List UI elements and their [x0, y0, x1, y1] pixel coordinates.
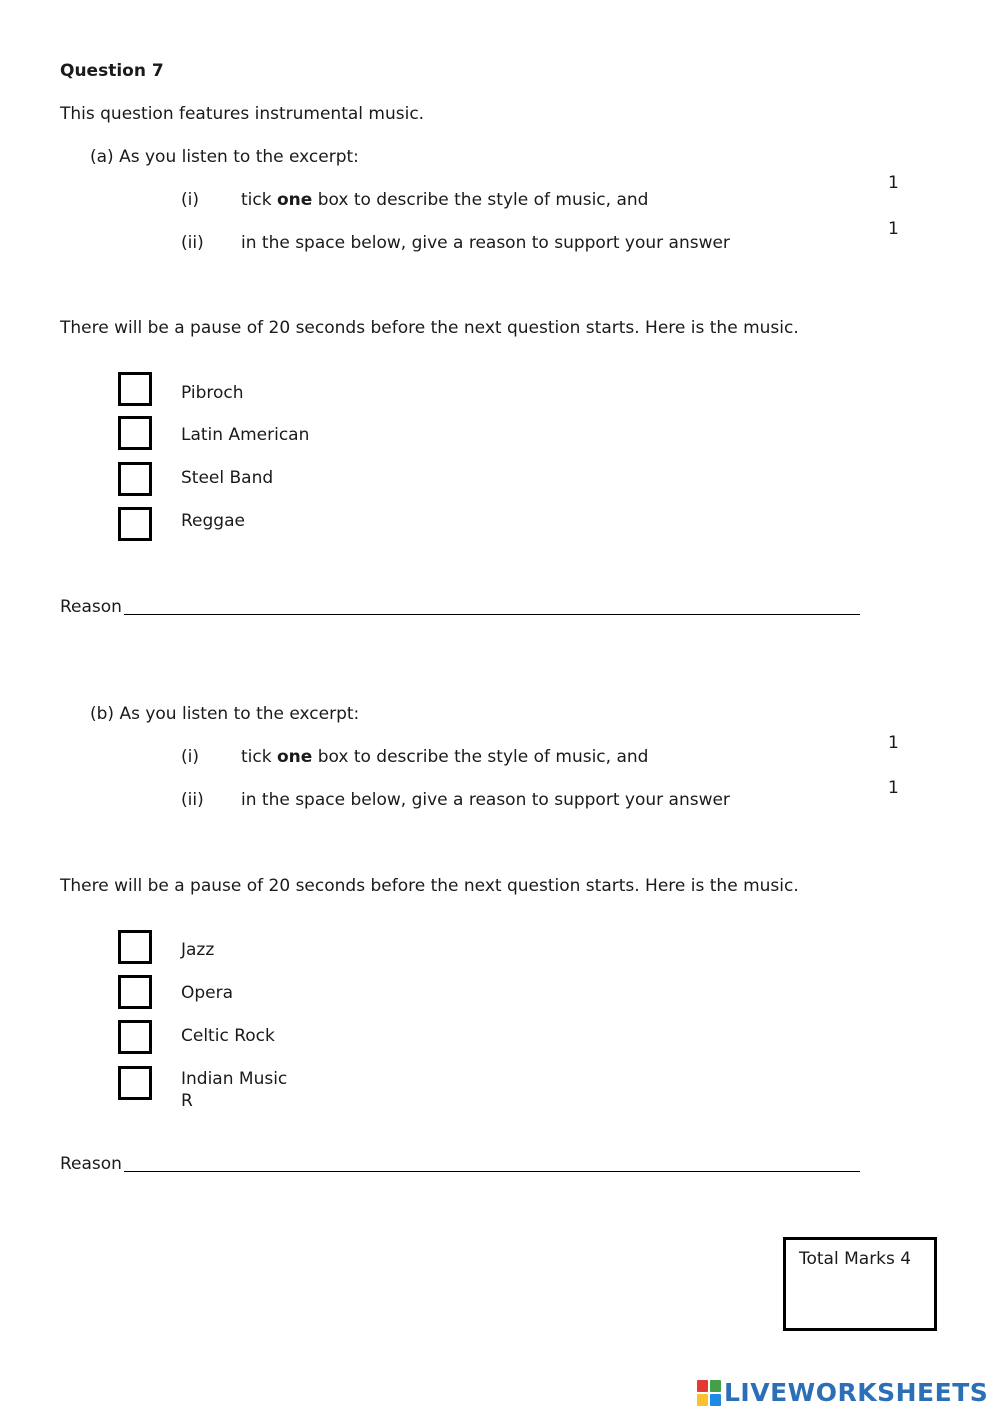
total-marks-label: Total Marks 4 [799, 1249, 912, 1269]
part-a-pause-text: There will be a pause of 20 seconds before the next question starts. Here is the music. [60, 318, 799, 338]
option-checkbox-steel-band[interactable] [118, 462, 152, 496]
total-marks-box [783, 1237, 937, 1331]
option-checkbox-opera[interactable] [118, 975, 152, 1009]
part-b-reason-input[interactable] [124, 1171, 860, 1172]
stray-text: R [181, 1091, 193, 1111]
part-a-label: (a) As you listen to the excerpt: [90, 147, 359, 167]
liveworksheets-logo-icon [697, 1380, 721, 1406]
option-checkbox-reggae[interactable] [118, 507, 152, 541]
part-a-mark-2: 1 [888, 219, 899, 239]
option-label-opera: Opera [181, 983, 234, 1003]
part-a-mark-1: 1 [888, 173, 899, 193]
part-b-pause-text: There will be a pause of 20 seconds before the next question starts. Here is the music. [60, 876, 799, 896]
option-label-latin-american: Latin American [181, 425, 310, 445]
part-b-reason-label: Reason [60, 1154, 122, 1174]
liveworksheets-logo [697, 1378, 988, 1408]
option-label-indian-music: Indian Music [181, 1069, 288, 1089]
option-checkbox-indian-music[interactable] [118, 1066, 152, 1100]
option-label-celtic-rock: Celtic Rock [181, 1026, 275, 1046]
option-checkbox-jazz[interactable] [118, 930, 152, 964]
question-intro: This question features instrumental music. [60, 104, 425, 124]
part-a-reason-input[interactable] [124, 614, 860, 615]
part-b-label: (b) As you listen to the excerpt: [90, 704, 360, 724]
logo-text: LIVEWORKSHEETS [724, 1378, 989, 1407]
part-b-item-i-num: (i) [181, 747, 199, 767]
option-label-reggae: Reggae [181, 511, 245, 531]
part-b-item-ii-text: in the space below, give a reason to support your answer [241, 790, 730, 810]
part-b-mark-1: 1 [888, 733, 899, 753]
part-a-item-i-num: (i) [181, 190, 199, 210]
option-label-pibroch: Pibroch [181, 383, 244, 403]
option-checkbox-celtic-rock[interactable] [118, 1020, 152, 1054]
part-a-item-i-text: tick one box to describe the style of music, and [241, 190, 649, 210]
part-a-item-ii-text: in the space below, give a reason to support your answer [241, 233, 730, 253]
option-checkbox-latin-american[interactable] [118, 416, 152, 450]
part-b-item-i-text: tick one box to describe the style of music, and [241, 747, 649, 767]
option-checkbox-pibroch[interactable] [118, 372, 152, 406]
option-label-jazz: Jazz [181, 940, 215, 960]
part-b-mark-2: 1 [888, 778, 899, 798]
part-b-item-ii-num: (ii) [181, 790, 204, 810]
part-a-reason-label: Reason [60, 597, 122, 617]
question-title: Question 7 [60, 61, 164, 81]
option-label-steel-band: Steel Band [181, 468, 274, 488]
part-a-item-ii-num: (ii) [181, 233, 204, 253]
